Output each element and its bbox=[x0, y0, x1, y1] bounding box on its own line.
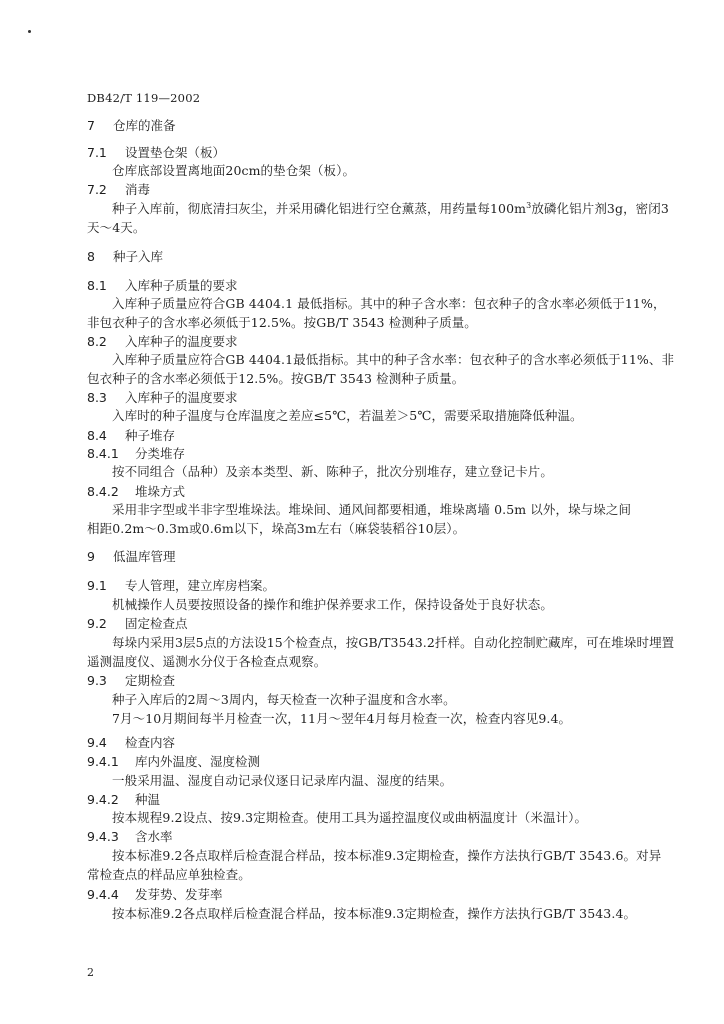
clause-heading bbox=[87, 484, 185, 500]
subsection-title: 消毒 bbox=[125, 182, 151, 197]
clause-title: 发芽势、发芽率 bbox=[135, 887, 223, 902]
section-heading bbox=[87, 249, 163, 265]
subsection-number: 8.2 bbox=[87, 334, 107, 349]
page-number: 2 bbox=[87, 966, 94, 979]
section-heading bbox=[87, 118, 176, 134]
clause-heading bbox=[87, 792, 160, 808]
clause-title: 库内外温度、湿度检测 bbox=[135, 754, 261, 769]
section-number: 8 bbox=[87, 249, 95, 264]
subsection-heading bbox=[87, 334, 238, 350]
paragraph-line: 按本规程9.2设点、按9.3定期检查。使用工具为遥控温度仪或曲柄温度计（米温计）。 bbox=[112, 810, 588, 825]
paragraph-line: 一般采用温、湿度自动记录仪逐日记录库内温、湿度的结果。 bbox=[112, 773, 453, 788]
clause-title: 含水率 bbox=[135, 829, 173, 844]
paragraph-line: 按本标准9.2各点取样后检查混合样品，按本标准9.3定期检查，操作方法执行GB/T 3543.6。对异 bbox=[112, 848, 662, 863]
paragraph-line: 仓库底部设置离地面20cm的垫仓架（板）。 bbox=[112, 163, 356, 178]
subsection-title: 种子堆存 bbox=[125, 428, 176, 443]
section-title: 种子入库 bbox=[113, 249, 164, 264]
superscript: 3 bbox=[526, 201, 532, 210]
subsection-number: 8.3 bbox=[87, 390, 107, 405]
subsection-title: 专人管理，建立库房档案。 bbox=[125, 578, 276, 593]
clause-heading bbox=[87, 446, 185, 462]
paragraph-line: 入库时的种子温度与仓库温度之差应≤5℃，若温差＞5℃，需要采取措施降低种温。 bbox=[112, 408, 583, 423]
paragraph-text: 放磷化铝片剂3g，密闭3 bbox=[531, 201, 669, 216]
clause-number: 9.4.2 bbox=[87, 792, 119, 807]
clause-number: 9.4.3 bbox=[87, 829, 119, 844]
paragraph-line: 包衣种子的含水率必须低于12.5%。按GB/T 3543 检测种子质量。 bbox=[87, 371, 465, 386]
subsection-number: 7.1 bbox=[87, 145, 107, 160]
clause-number: 9.4.4 bbox=[87, 887, 119, 902]
section-heading bbox=[87, 549, 176, 565]
subsection-number: 9.4 bbox=[87, 735, 107, 750]
paragraph-line: 入库种子质量应符合GB 4404.1最低指标。其中的种子含水率：包衣种子的含水率必须低于11%、非 bbox=[112, 352, 675, 367]
clause-number: 8.4.2 bbox=[87, 484, 119, 499]
subsection-title: 固定检查点 bbox=[125, 616, 188, 631]
subsection-number: 8.1 bbox=[87, 278, 107, 293]
paragraph-line: 机械操作人员要按照设备的操作和维护保养要求工作，保持设备处于良好状态。 bbox=[112, 597, 554, 612]
subsection-number: 8.4 bbox=[87, 428, 107, 443]
subsection-heading bbox=[87, 278, 238, 294]
section-number: 9 bbox=[87, 549, 95, 564]
clause-heading bbox=[87, 754, 260, 770]
paragraph-text: 种子入库前，彻底清扫灰尘，并采用磷化铝进行空仓薰蒸，用药量每100m bbox=[112, 201, 527, 216]
clause-title: 种温 bbox=[135, 792, 161, 807]
subsection-heading bbox=[87, 390, 238, 406]
paragraph-line: 天～4天。 bbox=[87, 220, 146, 235]
paragraph-line: 种子入库后的2周～3周内，每天检查一次种子温度和含水率。 bbox=[112, 692, 456, 707]
paragraph-line: 常检查点的样品应单独检查。 bbox=[87, 867, 251, 882]
paragraph-line: 入库种子质量应符合GB 4404.1 最低指标。其中的种子含水率：包衣种子的含水率必须低于11%， bbox=[112, 296, 666, 311]
clause-number: 8.4.1 bbox=[87, 446, 119, 461]
scan-speck bbox=[28, 30, 31, 33]
paragraph-line: 按本标准9.2各点取样后检查混合样品，按本标准9.3定期检查，操作方法执行GB/T 3543.4。 bbox=[112, 906, 637, 921]
clause-heading bbox=[87, 829, 173, 845]
subsection-number: 9.2 bbox=[87, 616, 107, 631]
clause-title: 分类堆存 bbox=[135, 446, 186, 461]
paragraph-line: 采用非字型或半非字型堆垛法。堆垛间、通风间都要相通，堆垛离墙 0.5m 以外，垛与垛之间 bbox=[112, 502, 632, 517]
subsection-heading bbox=[87, 735, 175, 751]
paragraph-line: 相距0.2m～0.3m或0.6m以下，垛高3m左右（麻袋装稻谷10层）。 bbox=[87, 521, 466, 536]
subsection-heading bbox=[87, 428, 175, 444]
subsection-title: 入库种子的温度要求 bbox=[125, 334, 238, 349]
section-title: 低温库管理 bbox=[113, 549, 176, 564]
clause-number: 9.4.1 bbox=[87, 754, 119, 769]
subsection-heading bbox=[87, 182, 150, 198]
paragraph-line: 非包衣种子的含水率必须低于12.5%。按GB/T 3543 检测种子质量。 bbox=[87, 315, 477, 330]
paragraph-line: 每垛内采用3层5点的方法设15个检查点，按GB/T3543.2扦样。自动化控制贮藏库，可在堆垛时埋置 bbox=[112, 635, 675, 650]
subsection-number: 9.3 bbox=[87, 673, 107, 688]
subsection-heading bbox=[87, 673, 175, 689]
subsection-number: 9.1 bbox=[87, 578, 107, 593]
section-number: 7 bbox=[87, 118, 95, 133]
paragraph-line bbox=[112, 201, 669, 217]
subsection-title: 检查内容 bbox=[125, 735, 176, 750]
paragraph-line: 遥测温度仪、遥测水分仪于各检查点观察。 bbox=[87, 654, 327, 669]
paragraph-line: 7月～10月期间每半月检查一次，11月～翌年4月每月检查一次，检查内容见9.4。 bbox=[112, 711, 572, 726]
subsection-heading bbox=[87, 578, 275, 594]
clause-title: 堆垛方式 bbox=[135, 484, 186, 499]
clause-heading bbox=[87, 887, 223, 903]
paragraph-line: 按不同组合（品种）及亲本类型、新、陈种子，批次分别堆存，建立登记卡片。 bbox=[112, 464, 554, 479]
document-number: DB42/T 119—2002 bbox=[87, 91, 201, 105]
subsection-title: 入库种子的温度要求 bbox=[125, 390, 238, 405]
subsection-title: 定期检查 bbox=[125, 673, 176, 688]
section-title: 仓库的准备 bbox=[113, 118, 176, 133]
subsection-title: 入库种子质量的要求 bbox=[125, 278, 238, 293]
subsection-title: 设置垫仓架（板） bbox=[125, 145, 226, 160]
subsection-heading bbox=[87, 616, 188, 632]
subsection-number: 7.2 bbox=[87, 182, 107, 197]
subsection-heading bbox=[87, 145, 225, 161]
